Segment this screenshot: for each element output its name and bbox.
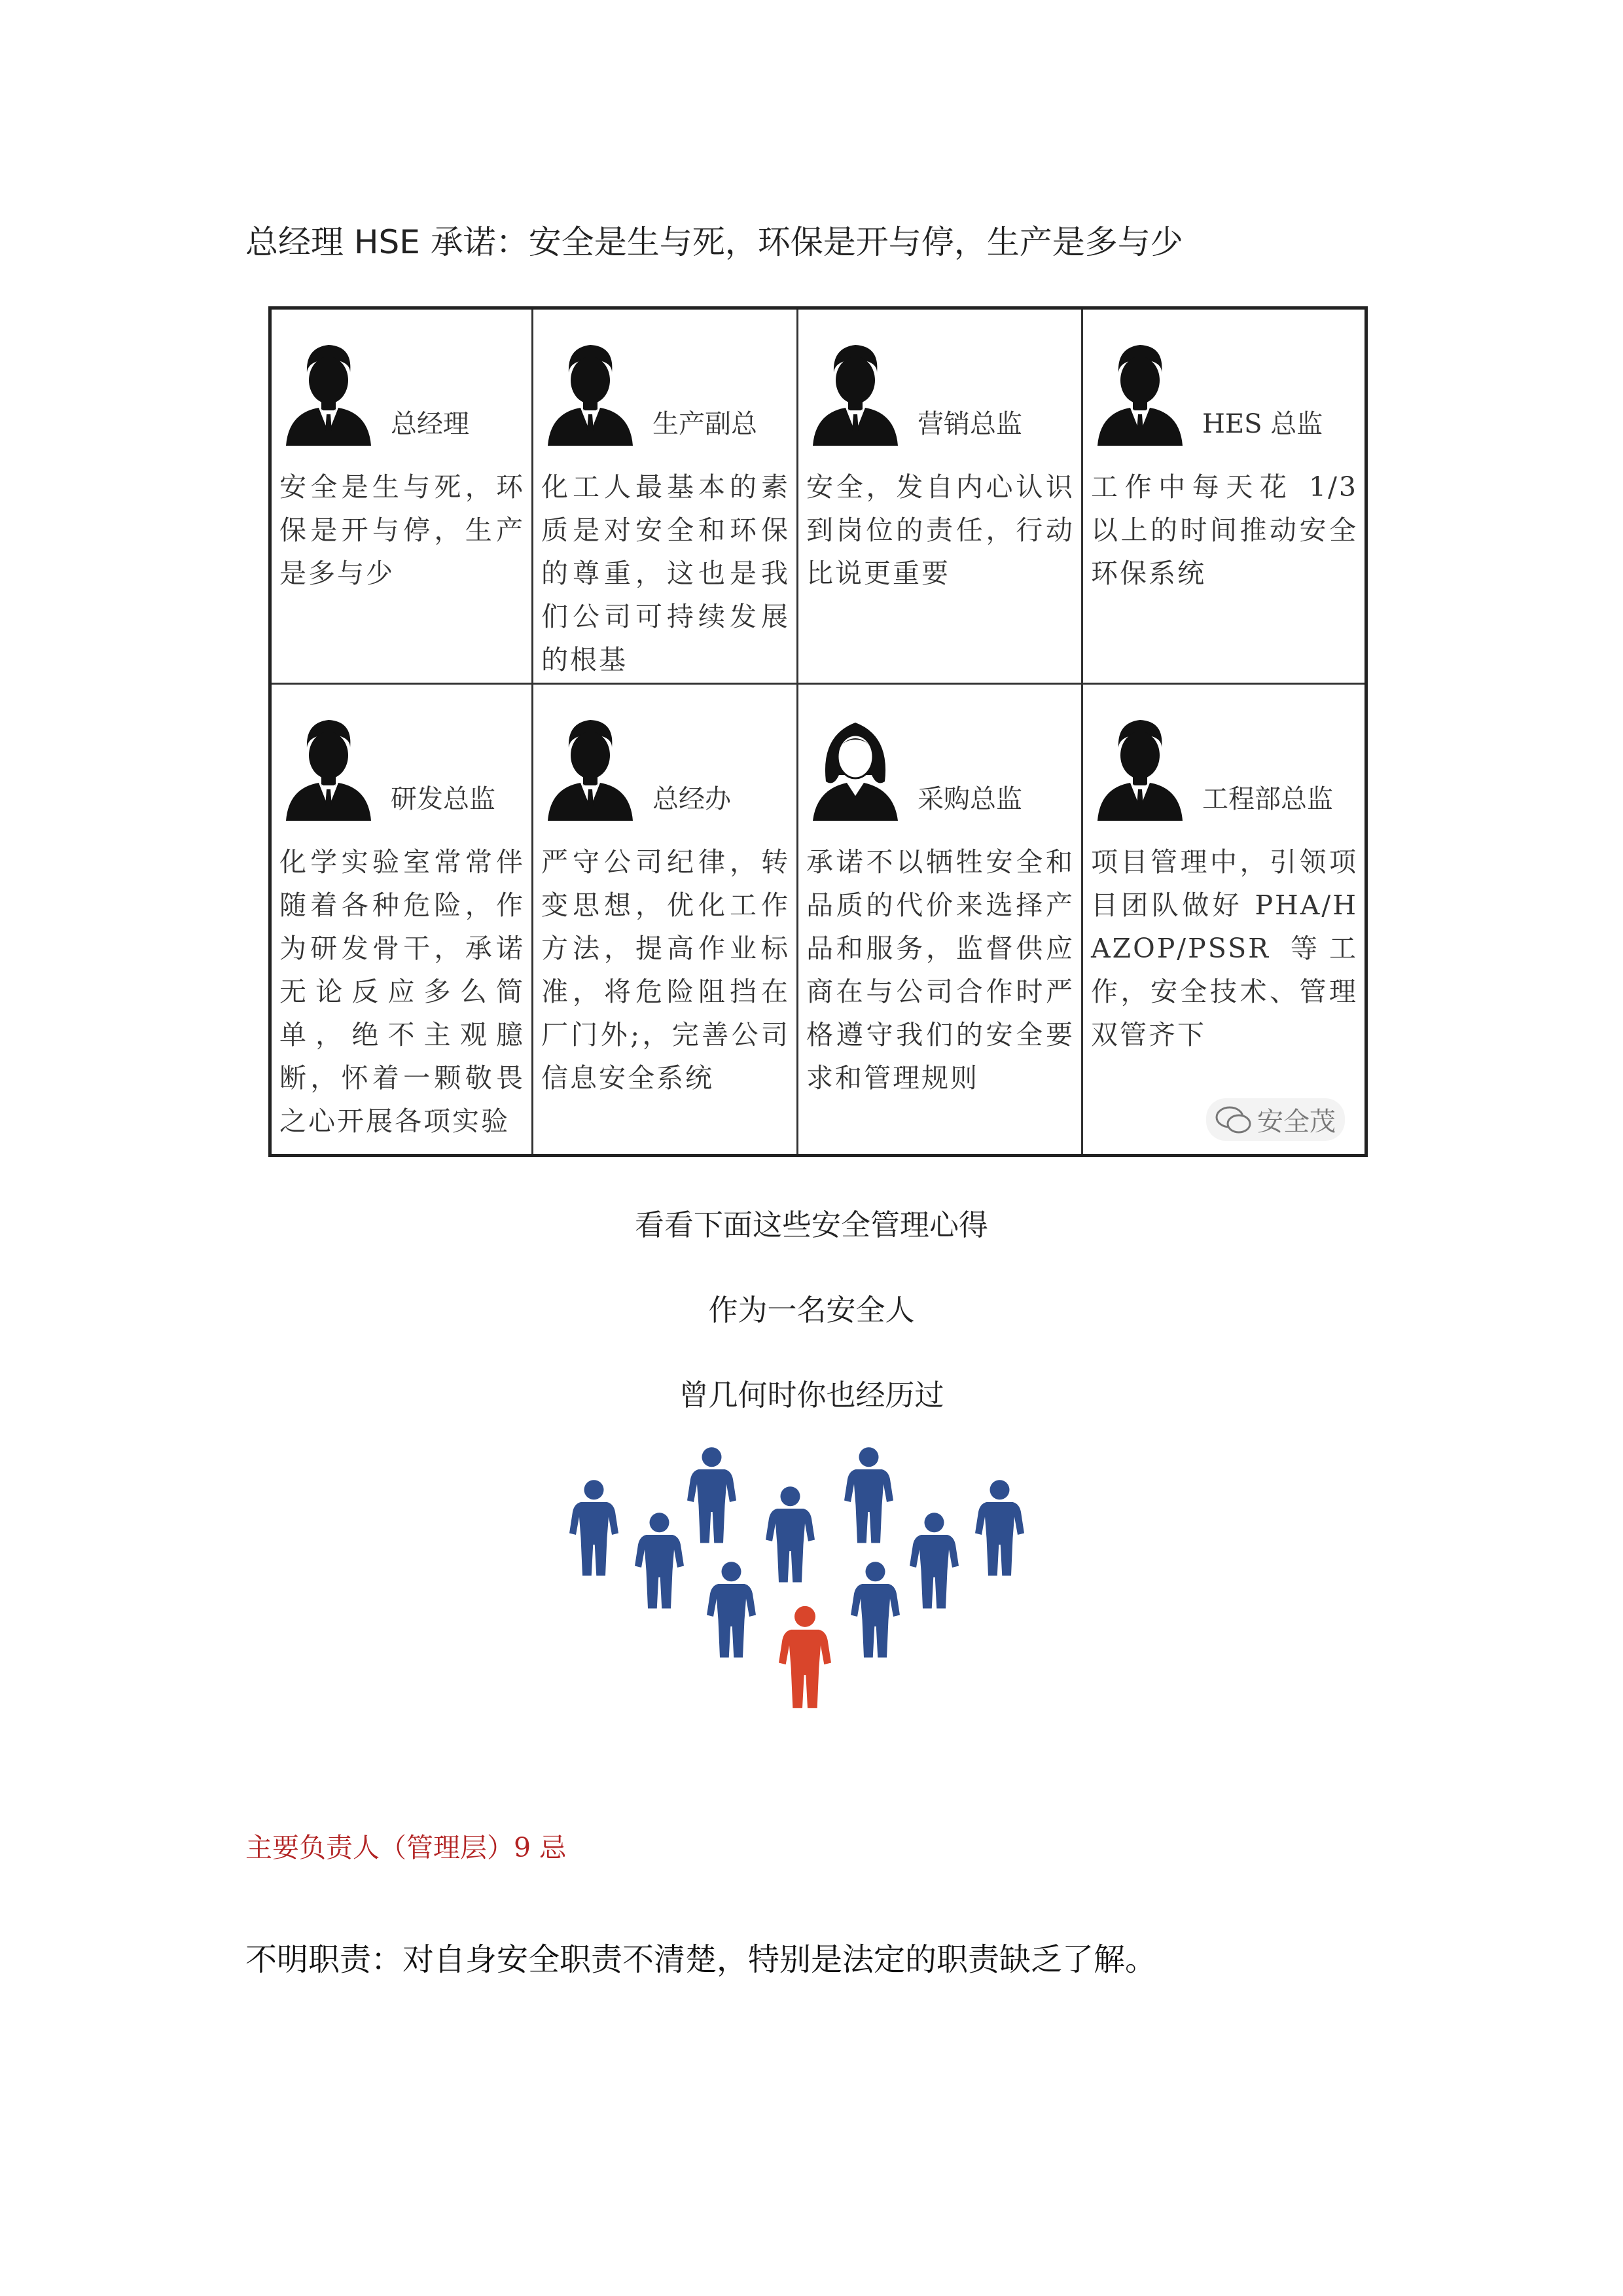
role-description: 化工人最基本的素质是对安全和环保的尊重，这也是我们公司可持续发展的根基	[541, 471, 790, 675]
role-label: 研发总监	[391, 784, 495, 814]
role-description: 化学实验室常常伴随着各种危险，作为研发骨干，承诺无论反应多么简单，绝不主观臆断，怀着一颗敬畏之心开展各项实验	[279, 846, 525, 1137]
crowd-leader	[779, 1606, 831, 1708]
table-cell	[272, 685, 533, 1154]
role-description: 承诺不以牺牲安全和品质的代价来选择产品和服务，监督供应商在与公司合作时严格遵守我们的安全要求和管理规则	[806, 846, 1075, 1094]
male-manager-icon	[1091, 709, 1189, 821]
male-manager-icon	[541, 709, 639, 821]
role-description: 安全，发自内心认识到岗位的责任，行动比说更重要	[806, 471, 1075, 589]
intro-line-2: 作为一名安全人	[708, 1293, 915, 1327]
male-manager-icon	[279, 334, 378, 446]
role-label: 生产副总	[652, 409, 757, 439]
table-cell	[1083, 310, 1364, 685]
crowd-illustration	[556, 1440, 1080, 1767]
male-manager-icon	[1091, 334, 1189, 446]
wechat-icon	[1215, 1105, 1252, 1134]
watermark	[1206, 1098, 1345, 1141]
body-text: 不明职责：对自身安全职责不清楚，特别是法定的职责缺乏了解。	[245, 1941, 1157, 1978]
commitment-table	[268, 306, 1368, 1157]
male-manager-icon	[806, 334, 904, 446]
male-manager-icon	[279, 709, 378, 821]
role-label: 采购总监	[918, 784, 1022, 814]
table-cell	[798, 685, 1083, 1154]
table-cell	[1083, 685, 1364, 1154]
intro-line-1: 看看下面这些安全管理心得	[634, 1208, 988, 1242]
table-cell	[798, 310, 1083, 685]
page-heading: 总经理 HSE 承诺：安全是生与死，环保是开与停，生产是多与少	[245, 223, 1183, 261]
role-label: 营销总监	[918, 409, 1022, 439]
role-label: HES 总监	[1202, 409, 1323, 439]
male-manager-icon	[541, 334, 639, 446]
role-description: 工作中每天花 1/3 以上的时间推动安全环保系统	[1091, 471, 1358, 589]
female-manager-icon	[806, 709, 904, 821]
role-label: 总经理	[391, 409, 469, 439]
role-description: 项目管理中，引领项目团队做好 PHA/HAZOP/PSSR 等工作，安全技术、管理双管齐下	[1091, 846, 1358, 1050]
role-label: 总经办	[652, 784, 731, 814]
role-label: 工程部总监	[1202, 784, 1333, 814]
role-description: 严守公司纪律，转变思想，优化工作方法，提高作业标准，将危险阻挡在厂门外;，完善公司信息安全系统	[541, 846, 790, 1094]
watermark-text: 安全茂	[1257, 1107, 1336, 1137]
table-cell	[533, 685, 798, 1154]
intro-line-3: 曾几何时你也经历过	[679, 1378, 944, 1412]
section-title: 主要负责人（管理层）9 忌	[245, 1832, 567, 1863]
table-cell	[533, 310, 798, 685]
table-cell	[272, 310, 533, 685]
crowd-members	[569, 1447, 1024, 1657]
role-description: 安全是生与死，环保是开与停，生产是多与少	[279, 471, 525, 589]
